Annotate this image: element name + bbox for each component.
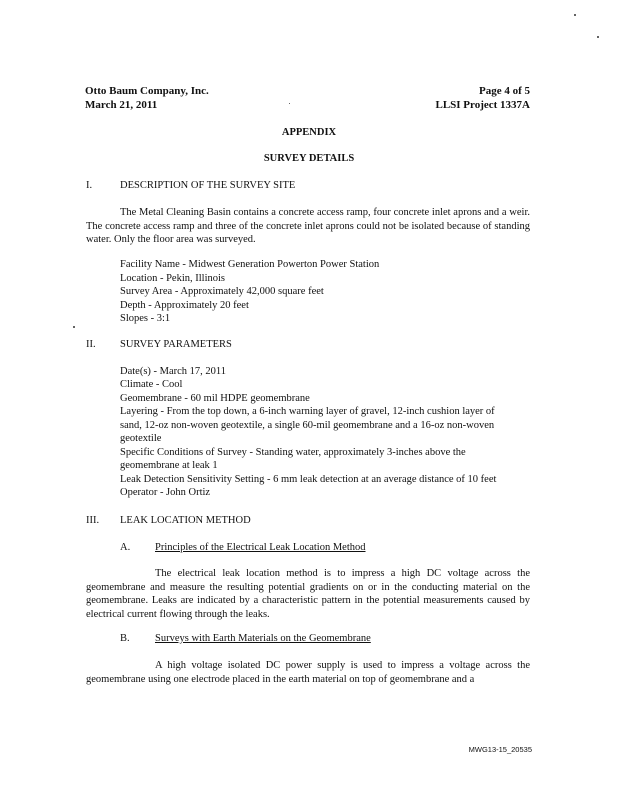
section-2-number: II. xyxy=(86,339,96,350)
param-sensitivity: Leak Detection Sensitivity Setting - 6 mm leak detection at an average distance of 10 feet xyxy=(120,474,497,485)
section-3-number: III. xyxy=(86,515,100,526)
detail-facility: Facility Name - Midwest Generation Powerton Power Station xyxy=(120,259,380,270)
detail-location: Location - Pekin, Illinois xyxy=(120,273,225,284)
section-1-heading: DESCRIPTION OF THE SURVEY SITE xyxy=(120,180,296,191)
subsection-b-paragraph: A high voltage isolated DC power supply is used to impress a voltage across the geomembrane using one electrode placed in the earth material on top of geomembrane and a xyxy=(86,660,530,685)
param-operator: Operator - John Ortiz xyxy=(120,487,211,498)
subsection-a-paragraph: The electrical leak location method is to impress a high DC voltage across the geomembrane and measure the resulting potential gradients on or in the conducting material on the geomembrane. Leaks are indicated by a characteristic pattern in the potential measurements caused by electrical current flowing through the leaks. xyxy=(86,568,530,620)
subsection-b-letter: B. xyxy=(120,633,130,644)
detail-depth: Depth - Approximately 20 feet xyxy=(120,300,249,311)
param-layering-line-3: geotextile xyxy=(120,433,162,444)
param-geomembrane: Geomembrane - 60 mil HDPE geomembrane xyxy=(120,393,310,404)
header-project: LLSI Project 1337A xyxy=(435,99,530,111)
section-1-number: I. xyxy=(86,180,93,191)
subsection-a-letter: A. xyxy=(120,542,131,553)
param-layering-line-1: Layering - From the top down, a 6-inch warning layer of gravel, 12-inch cushion layer of xyxy=(120,406,495,417)
header-company: Otto Baum Company, Inc. xyxy=(85,85,209,97)
header-date: March 21, 2011 xyxy=(85,99,158,111)
param-layering-line-2: sand, 12-oz non-woven geotextile, a single 60-mil geomembrane and a 16-oz non-woven xyxy=(120,420,495,431)
param-date: Date(s) - March 17, 2011 xyxy=(120,366,227,377)
section-3-heading: LEAK LOCATION METHOD xyxy=(120,515,251,526)
scan-speck xyxy=(597,36,599,38)
subsection-a-title: Principles of the Electrical Leak Location Method xyxy=(155,542,366,553)
param-conditions-line-1: Specific Conditions of Survey - Standing water, approximately 3-inches above the xyxy=(120,447,466,458)
scan-speck xyxy=(574,14,576,16)
appendix-title: APPENDIX xyxy=(281,127,337,138)
detail-survey-area: Survey Area - Approximately 42,000 square feet xyxy=(120,286,324,297)
subsection-b-title: Surveys with Earth Materials on the Geomembrane xyxy=(155,633,371,644)
scan-speck xyxy=(73,326,75,328)
param-conditions-line-2: geomembrane at leak 1 xyxy=(120,460,218,471)
section-2-heading: SURVEY PARAMETERS xyxy=(120,339,232,350)
section-1-paragraph: The Metal Cleaning Basin contains a concrete access ramp, four concrete inlet aprons and a weir. The concrete access ramp and three of the concrete inlet aprons could not be isolated because of standing water. Only the floor area was surveyed. xyxy=(86,207,530,246)
survey-details-title: SURVEY DETAILS xyxy=(263,153,355,164)
detail-slopes: Slopes - 3:1 xyxy=(120,313,171,324)
param-climate: Climate - Cool xyxy=(120,379,183,390)
bates-number: MWG13-15_20535 xyxy=(468,745,532,754)
header-page-number: Page 4 of 5 xyxy=(478,85,530,97)
scan-speck xyxy=(289,103,290,104)
